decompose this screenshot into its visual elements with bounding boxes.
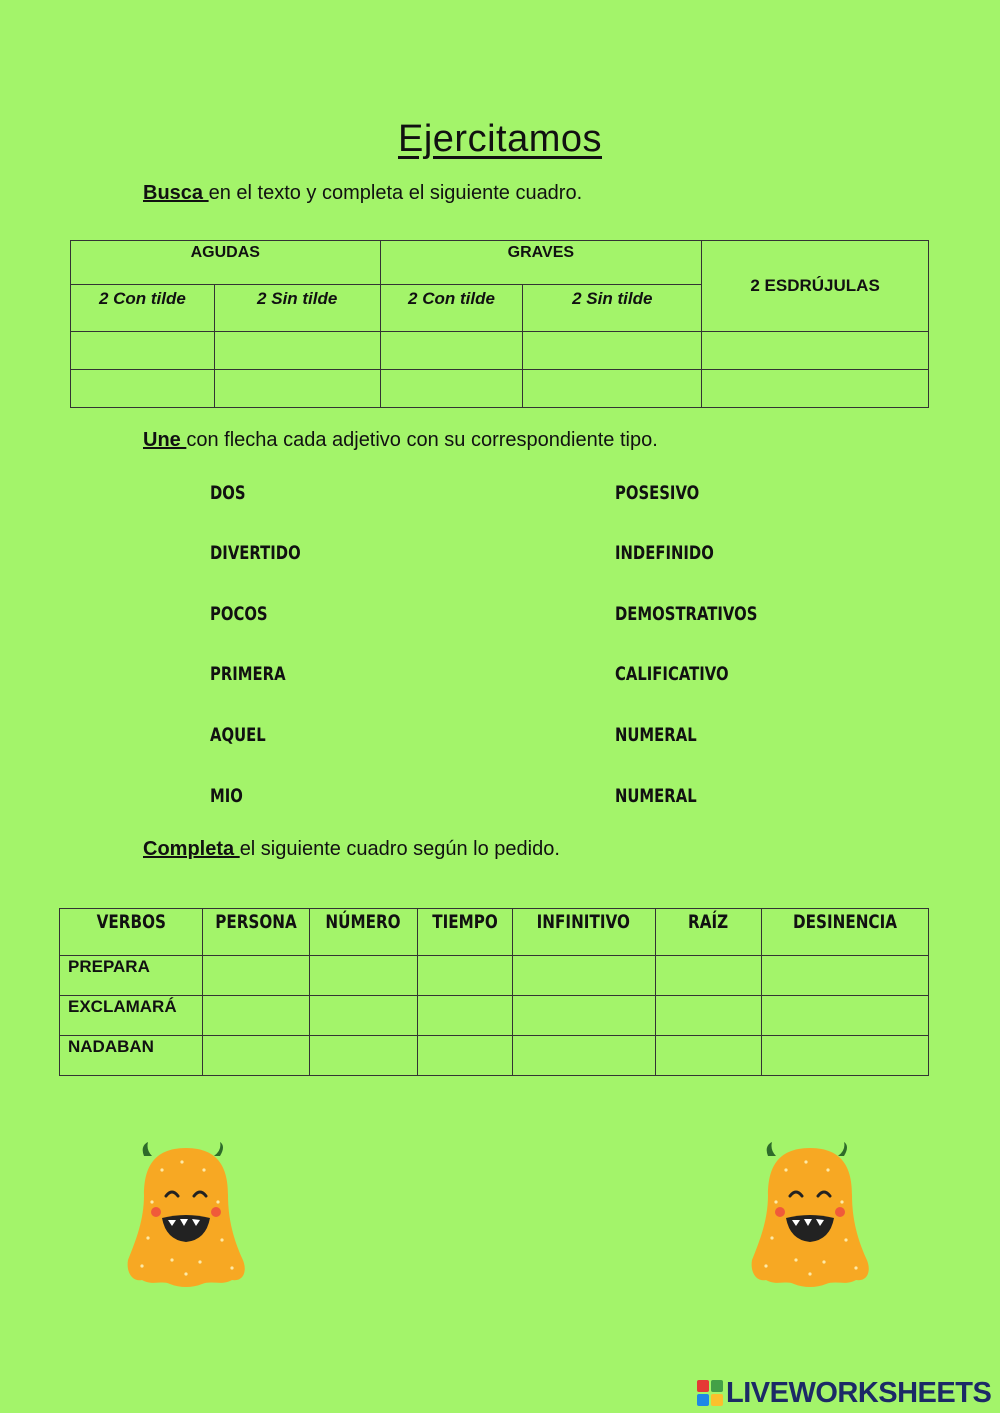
adjective-type-item[interactable]: CALIFICATIVO [615, 663, 729, 685]
header-raiz: RAÍZ [655, 909, 762, 956]
verb-label: EXCLAMARÁ [60, 996, 203, 1036]
answer-cell[interactable] [380, 370, 523, 408]
answer-cell[interactable] [202, 996, 309, 1036]
answer-cell[interactable] [417, 1036, 512, 1076]
instruction-keyword: Busca [143, 182, 209, 204]
table-row [71, 332, 929, 370]
answer-cell[interactable] [202, 956, 309, 996]
answer-cell[interactable] [762, 1036, 929, 1076]
page-title: Ejercitamos [398, 118, 602, 160]
answer-cell[interactable] [702, 370, 929, 408]
header-numero: NÚMERO [309, 909, 417, 956]
adjective-item[interactable]: PRIMERA [210, 663, 286, 685]
liveworksheets-icon [697, 1380, 723, 1406]
answer-cell[interactable] [523, 332, 702, 370]
answer-cell[interactable] [512, 956, 655, 996]
adjective-type-item[interactable]: NUMERAL [615, 724, 697, 746]
adjective-item[interactable]: AQUEL [210, 724, 266, 746]
answer-cell[interactable] [512, 996, 655, 1036]
answer-cell[interactable] [309, 996, 417, 1036]
monster-illustration-left [122, 1140, 250, 1290]
brand-name: LIVEWORKSHEETS [726, 1376, 992, 1409]
header-graves: GRAVES [380, 241, 702, 285]
adjective-item[interactable]: DIVERTIDO [210, 542, 301, 564]
verb-label: PREPARA [60, 956, 203, 996]
answer-cell[interactable] [380, 332, 523, 370]
table-row [60, 956, 929, 996]
monster-illustration-right [746, 1140, 874, 1290]
adjective-type-item[interactable]: POSESIVO [615, 482, 700, 504]
answer-cell[interactable] [309, 1036, 417, 1076]
answer-cell[interactable] [309, 956, 417, 996]
answer-cell[interactable] [655, 996, 762, 1036]
adjective-type-item[interactable]: NUMERAL [615, 785, 697, 807]
answer-cell[interactable] [523, 370, 702, 408]
instruction-text: con flecha cada adjetivo con su correspondiente tipo. [186, 429, 658, 451]
header-persona: PERSONA [202, 909, 309, 956]
answer-cell[interactable] [417, 956, 512, 996]
answer-cell[interactable] [702, 332, 929, 370]
answer-cell[interactable] [655, 1036, 762, 1076]
verbs-table [59, 908, 929, 1076]
instruction-une [143, 429, 658, 452]
answer-cell[interactable] [214, 370, 380, 408]
header-tiempo: TIEMPO [417, 909, 512, 956]
answer-cell[interactable] [762, 956, 929, 996]
adjective-type-item[interactable]: DEMOSTRATIVOS [615, 603, 758, 625]
header-verbos: VERBOS [60, 909, 203, 956]
table-row [60, 1036, 929, 1076]
subheader-graves-sin-tilde: 2 Sin tilde [523, 285, 702, 332]
instruction-keyword: Completa [143, 838, 240, 860]
adjective-item[interactable]: POCOS [210, 603, 268, 625]
adjective-type-item[interactable]: INDEFINIDO [615, 542, 714, 564]
answer-cell[interactable] [762, 996, 929, 1036]
answer-cell[interactable] [655, 956, 762, 996]
liveworksheets-logo [697, 1376, 991, 1410]
subheader-graves-con-tilde: 2 Con tilde [380, 285, 523, 332]
header-desinencia: DESINENCIA [762, 909, 929, 956]
subheader-agudas-con-tilde: 2 Con tilde [71, 285, 215, 332]
header-agudas: AGUDAS [71, 241, 381, 285]
instruction-busca [143, 182, 582, 205]
instruction-text: en el texto y completa el siguiente cuadro. [208, 182, 583, 204]
instruction-completa [143, 838, 560, 861]
answer-cell[interactable] [202, 1036, 309, 1076]
table-row [60, 996, 929, 1036]
answer-cell[interactable] [71, 370, 215, 408]
table-row [71, 370, 929, 408]
answer-cell[interactable] [71, 332, 215, 370]
instruction-text: el siguiente cuadro según lo pedido. [239, 838, 560, 860]
answer-cell[interactable] [417, 996, 512, 1036]
accent-table [70, 240, 929, 408]
subheader-agudas-sin-tilde: 2 Sin tilde [214, 285, 380, 332]
instruction-keyword: Une [143, 429, 187, 451]
verb-label: NADABAN [60, 1036, 203, 1076]
answer-cell[interactable] [214, 332, 380, 370]
adjective-item[interactable]: DOS [210, 482, 246, 504]
answer-cell[interactable] [512, 1036, 655, 1076]
header-esdrujulas: 2 ESDRÚJULAS [702, 241, 929, 332]
adjective-item[interactable]: MIO [210, 785, 243, 807]
header-infinitivo: INFINITIVO [512, 909, 655, 956]
